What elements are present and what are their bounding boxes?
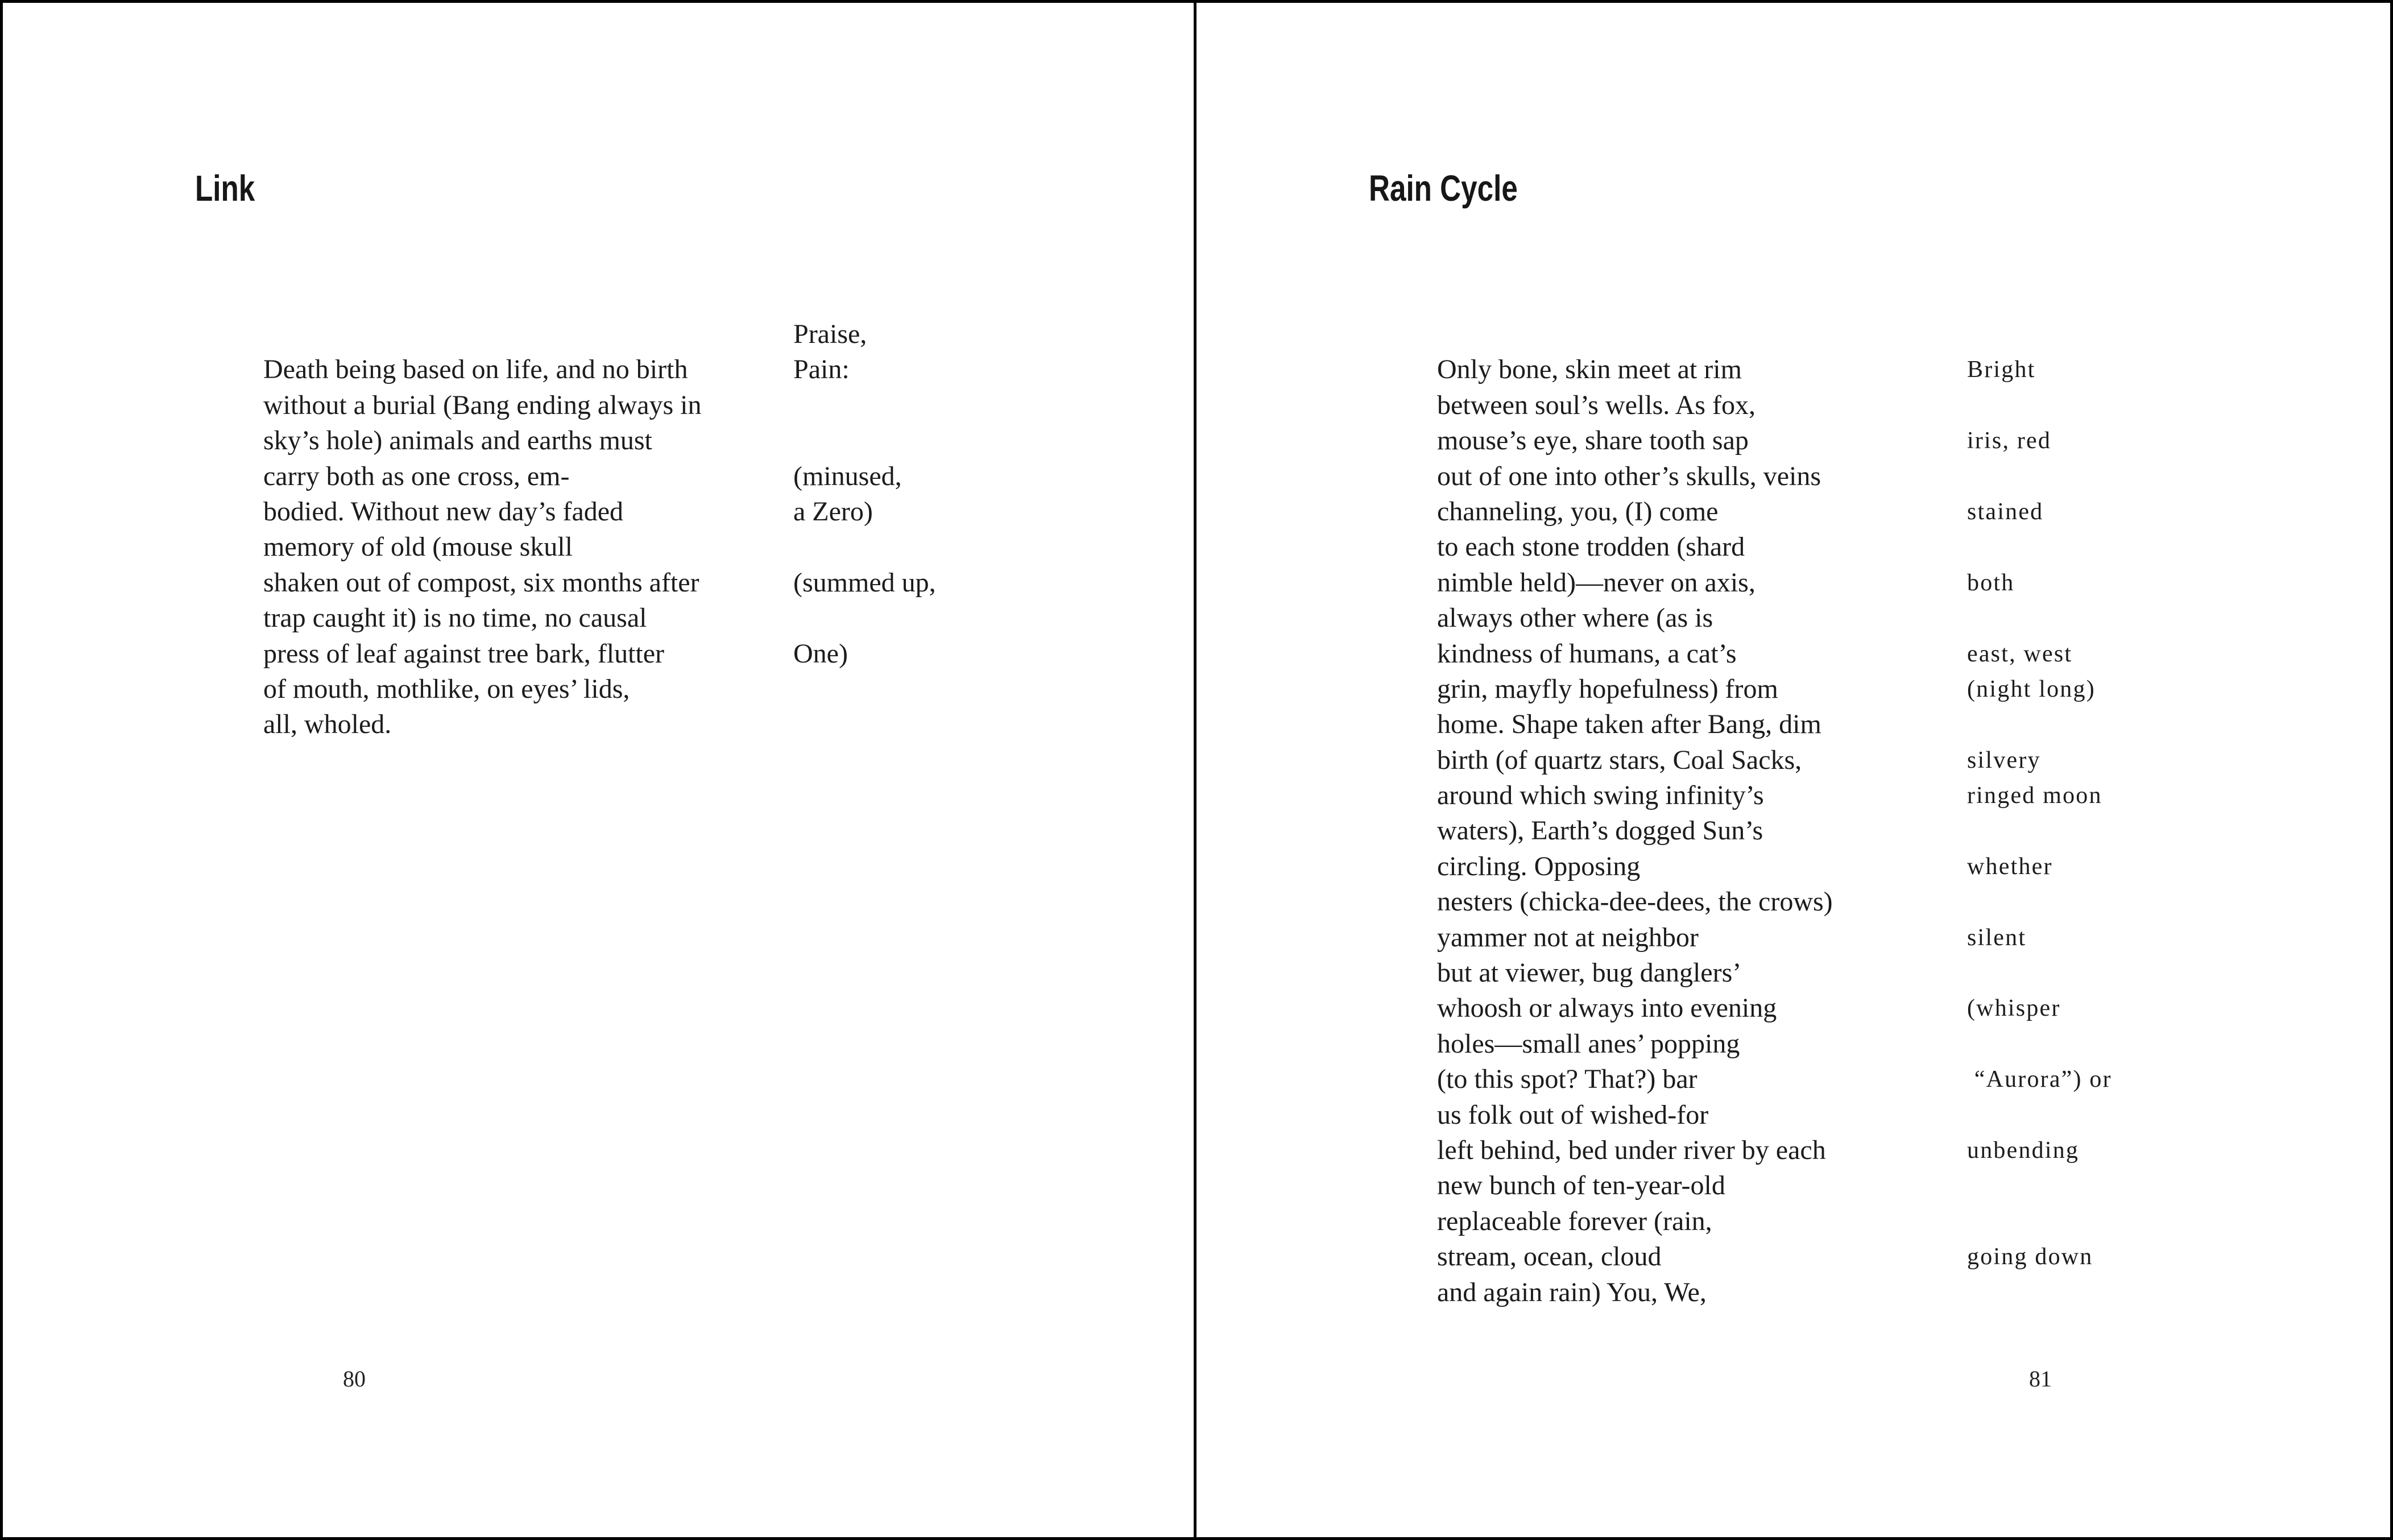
poem-line-side: ringed moon [1967,783,2102,809]
page-gutter-divider [1194,3,1196,1540]
poem-line [1369,920,2375,988]
poem-line [195,565,1162,634]
poem-line-main: shaken out of compost, six months after [263,567,699,598]
poem-line [1369,1239,2375,1307]
poem-line-main: circling. Opposing [1437,851,1641,881]
poem-line-main: kindness of humans, a cat’s [1437,638,1737,669]
poem-line-side: (summed up, [793,567,936,598]
poem-line-main: channeling, you, (I) come [1437,496,1719,527]
poem-line-side: Pain: [793,354,850,385]
poem-line-side: Praise, [793,319,867,349]
poem-line-side: east, west [1967,640,2073,667]
poem-line-main: carry both as one cross, em- [263,461,570,491]
poem-line [1369,352,2375,420]
poem-line-main: nimble held)—never on axis, [1437,567,1756,598]
poem-line [195,494,1162,562]
poem-line-main: sky’s hole) animals and earths must [263,425,652,456]
poem-line-main: Only bone, skin meet at rim [1437,354,1742,385]
poem-body-rain-cycle [1369,317,2375,1307]
poem-line-main: (to this spot? That?) bar [1437,1064,1698,1095]
page-number-left: 80 [343,1366,366,1392]
poem-line-side: stained [1967,498,2044,525]
poem-line [1369,778,2375,846]
poem-line [1369,849,2375,917]
poem-line-main: memory of old (mouse skull [263,532,573,562]
poem-line-main: all, wholed. [263,709,392,740]
poem-line-main: us folk out of wished-for [1437,1099,1709,1130]
poem-line-main: around which swing infinity’s [1437,780,1764,811]
page-number-right: 81 [2029,1366,2052,1392]
poem-line-main: yammer not at neighbor [1437,922,1699,953]
poem-line-side: “Aurora”) or [1967,1066,2112,1093]
poem-line-side: unbending [1967,1137,2080,1164]
poem-line-side: both [1967,569,2015,596]
poem-line-side: iris, red [1967,428,2052,454]
poem-line-main: replaceable forever (rain, [1437,1206,1712,1236]
poem-line-main: birth (of quartz stars, Coal Sacks, [1437,744,1802,775]
poem-line-main: but at viewer, bug danglers’ [1437,958,1742,988]
poem-line-main: out of one into other’s skulls, veins [1437,461,1821,491]
poem-line [195,672,1162,740]
poem-line-main: trap caught it) is no time, no causal [263,603,647,634]
poem-line-main: stream, ocean, cloud [1437,1241,1662,1272]
poem-line-main: to each stone trodden (shard [1437,532,1745,562]
poem-line-side: Bright [1967,357,2036,383]
poem-line [1369,672,2375,740]
poem-line [195,352,1162,420]
poem-line-side: (night long) [1967,676,2096,702]
poem-line-main: mouse’s eye, share tooth sap [1437,425,1749,456]
poem-title-rain-cycle: Rain Cycle [1369,168,1518,209]
poem-line-main: without a burial (Bang ending always in [263,390,702,420]
poem-line-side: a Zero) [793,496,873,527]
poem-line [1369,1168,2375,1236]
poem-line-main: home. Shape taken after Bang, dim [1437,709,1821,740]
poem-line-main: whoosh or always into evening [1437,993,1777,1024]
poem-line-main: Death being based on life, and no birth [263,354,688,385]
poem-line-main: between soul’s wells. As fox, [1437,390,1756,420]
poem-line [1369,1133,2375,1201]
poem-line [1369,991,2375,1059]
poem-line [195,636,1162,704]
poem-line-main: holes—small anes’ popping [1437,1028,1740,1059]
poem-line-main: always other where (as is [1437,603,1713,634]
poem-line-side: (whisper [1967,995,2061,1022]
poem-line-main: nesters (chicka-dee-dees, the crows) [1437,887,1833,917]
poem-line-side: silvery [1967,747,2041,773]
poem-line [1369,423,2375,491]
poem-line-side: whether [1967,853,2053,880]
poem-line-main: press of leaf against tree bark, flutter [263,638,665,669]
poem-line-side: silent [1967,924,2027,951]
page-left [3,3,1194,1540]
poem-line-side: (minused, [793,461,902,491]
poem-line [1369,494,2375,562]
poem-line [195,388,1162,456]
poem-line-main: left behind, bed under river by each [1437,1135,1826,1165]
page-right [1196,3,2393,1540]
poem-line-main: bodied. Without new day’s faded [263,496,624,527]
poem-line-side: One) [793,638,848,669]
poem-title-link: Link [195,168,255,209]
poem-line-main: waters), Earth’s dogged Sun’s [1437,815,1763,846]
poem-line [1369,1062,2375,1130]
poem-line-main: new bunch of ten-year-old [1437,1170,1725,1201]
poem-line-main: of mouth, mothlike, on eyes’ lids, [263,673,630,704]
poem-body-link [195,317,1162,740]
poem-line-side: going down [1967,1244,2093,1270]
poem-line [1369,565,2375,634]
poem-line-main: grin, mayfly hopefulness) from [1437,673,1778,704]
poem-line-main: and again rain) You, We, [1437,1277,1707,1307]
